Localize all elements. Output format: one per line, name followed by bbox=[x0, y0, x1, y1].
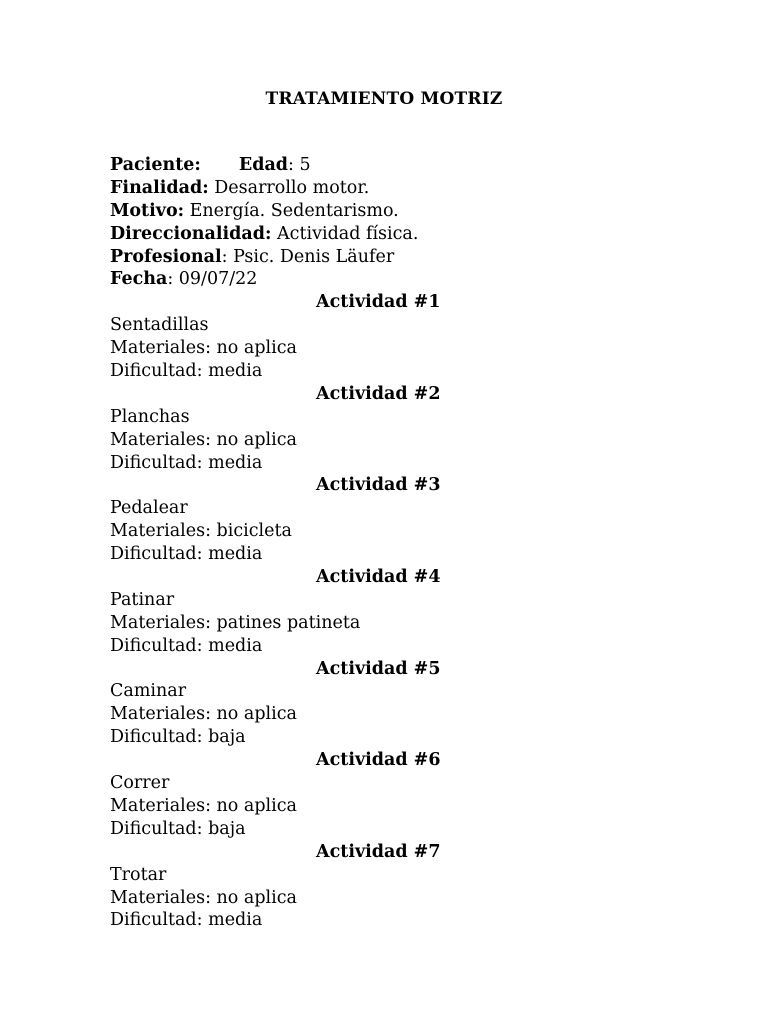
direccionalidad-label: Direccionalidad: bbox=[110, 223, 272, 244]
activity-heading: Actividad #2 bbox=[316, 383, 441, 404]
profesional-value: : Psic. Denis Läufer bbox=[221, 246, 395, 267]
activity-6 bbox=[110, 749, 630, 841]
activity-heading: Actividad #6 bbox=[316, 750, 441, 771]
edad-separator: : bbox=[288, 155, 300, 175]
activity-name: Sentadillas bbox=[110, 315, 209, 336]
paciente-label: Paciente: bbox=[110, 155, 201, 175]
finalidad-value: Desarrollo motor. bbox=[208, 177, 370, 198]
activity-heading: Actividad #3 bbox=[316, 475, 441, 496]
activity-difficulty: Dificultad: media bbox=[110, 361, 263, 382]
edad-value: 5 bbox=[299, 155, 311, 175]
fecha-label: Fecha bbox=[110, 269, 168, 290]
activity-heading: Actividad #7 bbox=[316, 841, 441, 862]
profesional-label: Profesional bbox=[110, 246, 222, 267]
fecha-row bbox=[110, 268, 630, 291]
direccionalidad-row bbox=[110, 223, 630, 246]
activity-name: Trotar bbox=[110, 864, 167, 885]
activity-difficulty: Dificultad: media bbox=[110, 452, 263, 473]
activity-name: Correr bbox=[110, 773, 170, 794]
activity-4 bbox=[110, 566, 630, 658]
edad-label: Edad bbox=[238, 155, 289, 175]
motivo-value: Energía. Sedentarismo. bbox=[184, 200, 399, 221]
paciente-row bbox=[110, 154, 630, 177]
activity-5 bbox=[110, 658, 630, 750]
activity-materials: Materiales: no aplica bbox=[110, 704, 297, 725]
document-body bbox=[110, 154, 630, 932]
activity-difficulty: Dificultad: baja bbox=[110, 818, 246, 839]
activity-difficulty: Dificultad: baja bbox=[110, 727, 246, 748]
fecha-value: : 09/07/22 bbox=[167, 269, 258, 290]
activity-1 bbox=[110, 291, 630, 383]
activity-difficulty: Dificultad: media bbox=[110, 910, 263, 931]
motivo-row bbox=[110, 200, 630, 223]
activity-2 bbox=[110, 383, 630, 475]
activity-materials: Materiales: no aplica bbox=[110, 887, 297, 908]
activity-heading: Actividad #1 bbox=[316, 292, 441, 313]
activity-materials: Materiales: no aplica bbox=[110, 429, 297, 450]
activity-difficulty: Dificultad: media bbox=[110, 544, 263, 565]
activity-name: Caminar bbox=[110, 681, 187, 702]
document-title: TRATAMIENTO MOTRIZ bbox=[265, 89, 503, 109]
motivo-label: Motivo: bbox=[110, 200, 185, 221]
activity-materials: Materiales: bicicleta bbox=[110, 521, 292, 542]
activity-7 bbox=[110, 841, 630, 933]
activity-difficulty: Dificultad: media bbox=[110, 635, 263, 656]
activity-name: Pedalear bbox=[110, 498, 188, 519]
finalidad-label: Finalidad: bbox=[110, 177, 209, 198]
profesional-row bbox=[110, 246, 630, 269]
activity-name: Patinar bbox=[110, 589, 175, 610]
direccionalidad-value: Actividad física. bbox=[271, 223, 419, 244]
finalidad-row bbox=[110, 177, 630, 200]
activity-name: Planchas bbox=[110, 406, 190, 427]
activity-heading: Actividad #4 bbox=[316, 567, 441, 588]
activity-materials: Materiales: no aplica bbox=[110, 795, 297, 816]
activity-heading: Actividad #5 bbox=[316, 658, 441, 679]
activity-materials: Materiales: no aplica bbox=[110, 338, 297, 359]
activity-materials: Materiales: patines patineta bbox=[110, 612, 361, 633]
activity-3 bbox=[110, 474, 630, 566]
